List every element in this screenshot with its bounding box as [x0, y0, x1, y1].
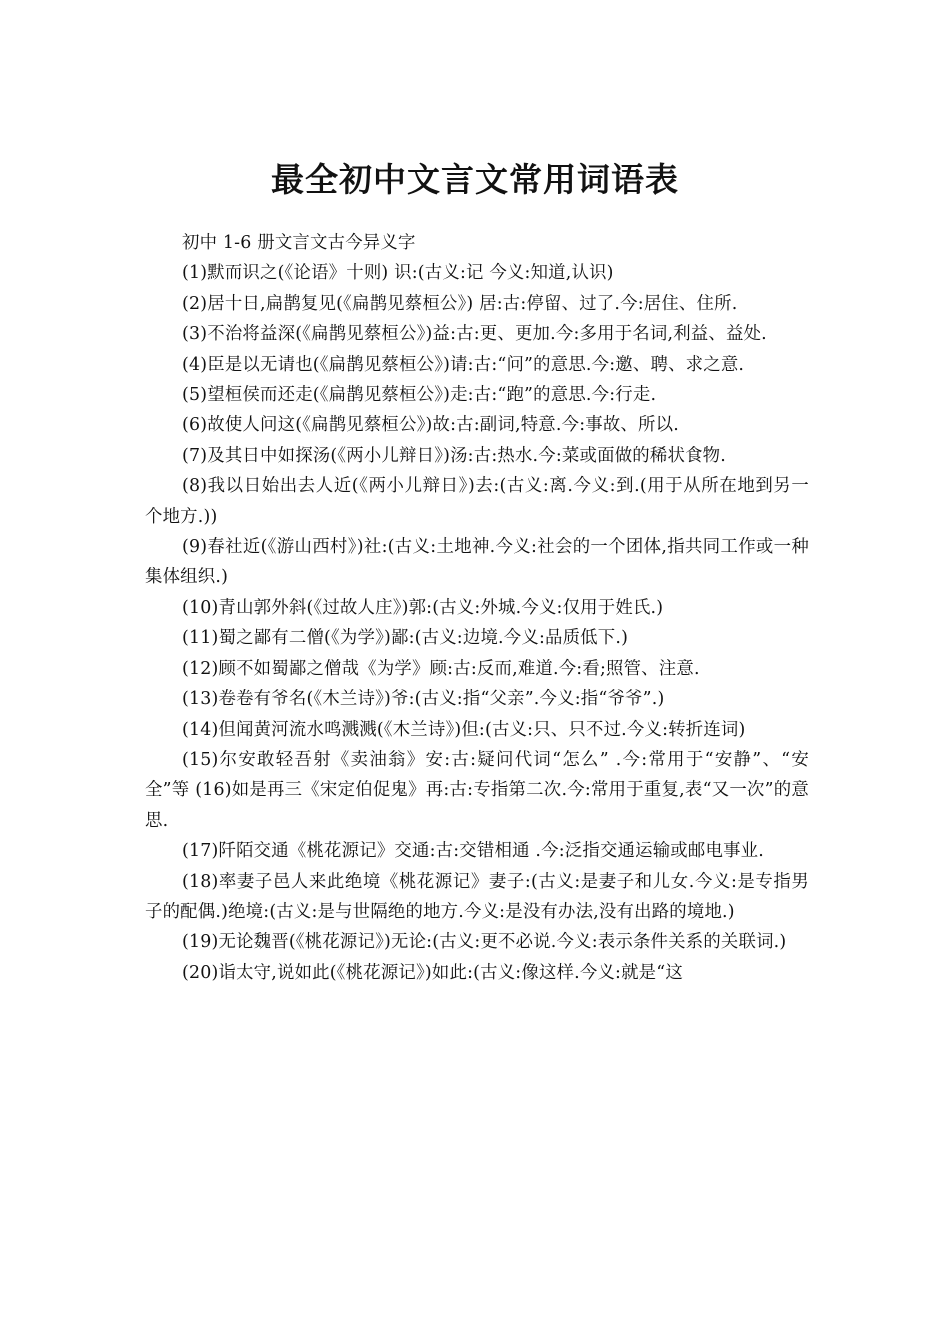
entry-paragraph: (10)青山郭外斜(《过故人庄》)郭:(古义:外城.今义:仅用于姓氏.) — [182, 597, 664, 618]
entry-paragraph: (20)诣太守,说如此(《桃花源记》)如此:(古义:像这样.今义:就是“这 — [182, 962, 683, 983]
entry-paragraph: (3)不治将益深(《扁鹊见蔡桓公》)益:古:更、更加.今:多用于名词,利益、益处. — [182, 324, 767, 345]
entry-paragraph: (7)及其日中如探汤(《两小儿辩日》)汤:古:热水.今:菜或面做的稀状食物. — [182, 445, 726, 466]
entry-paragraph: (8)我以日始出去人近(《两小儿辩日》)去:(古义:离.今义:到.(用于从所在地到另一个地方.)) — [145, 476, 809, 527]
entry-paragraph: (6)故使人问这(《扁鹊见蔡桓公》)故:古:副词,特意.今:事故、所以. — [182, 415, 679, 436]
entry-paragraph: (17)阡陌交通《桃花源记》交通:古:交错相通 .今:泛指交通运输或邮电事业. — [182, 841, 764, 862]
document-body — [145, 228, 809, 988]
entry-paragraph: (19)无论魏晋(《桃花源记》)无论:(古义:更不必说.今义:表示条件关系的关联词.) — [182, 932, 787, 953]
document-title: 最全初中文言文常用词语表 — [271, 160, 679, 200]
entry-paragraph: (9)春社近(《游山西村》)社:(古义:土地神.今义:社会的一个团体,指共同工作或一种集体组织.) — [145, 537, 809, 588]
entry-paragraph: (11)蜀之鄙有二僧(《为学》)鄙:(古义:边境.今义:品质低下.) — [182, 628, 629, 649]
entry-paragraph: (2)居十日,扁鹊复见(《扁鹊见蔡桓公》) 居:古:停留、过了.今:居住、住所. — [182, 293, 738, 314]
entry-paragraph: (14)但闻黄河流水鸣溅溅(《木兰诗》)但:(古义:只、只不过.今义:转折连词) — [182, 719, 746, 740]
entry-paragraph: (4)臣是以无请也(《扁鹊见蔡桓公》)请:古:“问”的意思.今:邀、聘、求之意. — [182, 354, 745, 375]
entry-paragraph: (5)望桓侯而还走(《扁鹊见蔡桓公》)走:古:“跑”的意思.今:行走. — [182, 385, 657, 406]
entry-paragraph: (12)顾不如蜀鄙之僧哉《为学》顾:古:反而,难道.今:看;照管、注意. — [182, 658, 700, 679]
entry-paragraph: (1)默而识之(《论语》十则) 识:(古义:记 今义:知道,认识) — [182, 263, 614, 284]
entry-paragraph: (13)卷卷有爷名(《木兰诗》)爷:(古义:指“父亲”.今义:指“爷爷”.) — [182, 689, 665, 710]
entry-paragraph: (15)尔安敢轻吾射《卖油翁》安:古:疑问代词“怎么” .今:常用于“安静”、“安全”等 (16)如是再三《宋定伯促鬼》再:古:专指第二次.今:常用于重复,表“又一次”的意思. — [145, 749, 809, 831]
entry-paragraph: (18)率妻子邑人来此绝境《桃花源记》妻子:(古义:是妻子和儿女.今义:是专指男子的配偶.)绝境:(古义:是与世隔绝的地方.今义:是没有办法,没有出路的境地.) — [145, 871, 809, 922]
section-heading: 初中 1-6 册文言文古今异义字 — [182, 233, 416, 253]
